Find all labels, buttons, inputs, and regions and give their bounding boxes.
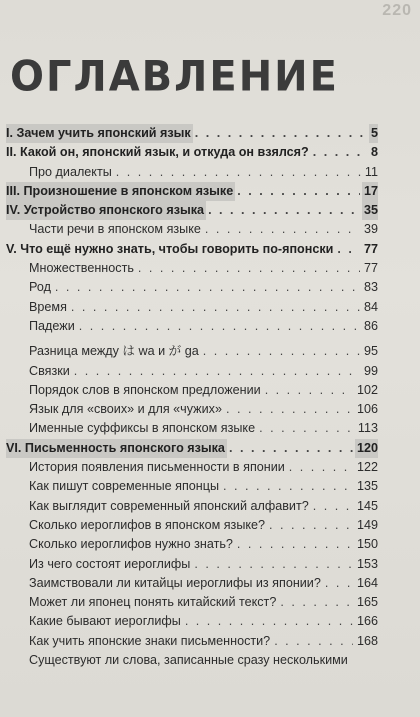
toc-page-number: 145 [356,498,378,513]
dot-leader [237,182,360,201]
dot-leader [325,574,353,593]
toc-entry-title: Язык для «своих» и для «чужих» [29,402,222,417]
toc-section-row [6,555,378,574]
toc-section-row [6,419,378,438]
toc-page-number: 113 [357,421,378,436]
toc-section-row [6,362,378,381]
toc-entry-title: Связки [29,363,70,378]
toc-section-row [6,632,378,651]
toc-section-row [6,220,378,239]
toc-section-row [6,298,378,317]
toc-page-number: 166 [356,614,378,629]
dot-leader [269,516,353,535]
toc-page-number: 84 [363,299,378,314]
toc-entry-title: VI. Письменность японского языка [6,439,227,458]
page-title: ОГЛАВЛЕНИЕ [10,52,339,102]
toc-entry-title: Время [29,299,67,314]
dot-leader [337,240,360,259]
dot-leader [237,535,353,554]
toc-section-row [6,535,378,554]
toc-entry-title: Существуют ли слова, записанные сразу несколькими [29,653,348,668]
toc-page-number: 150 [356,537,378,552]
toc-entry-title: Разница между は wa и が ga [29,344,199,359]
toc-section-row [6,278,378,297]
toc-section-row [6,163,378,182]
dot-leader [265,381,353,400]
toc-section-row [6,477,378,496]
dot-leader [259,419,354,438]
dot-leader [138,259,360,278]
toc-entry-title: Заимствовали ли китайцы иероглифы из японии? [29,575,321,590]
toc-page-number: 95 [363,344,378,359]
dot-leader [74,362,360,381]
toc-entry-title: Как пишут современные японцы [29,479,220,494]
toc-entry-title: Множественность [29,261,134,276]
toc-entry-title: Род [29,280,51,295]
toc-page-number: 149 [356,517,378,532]
toc-page-number: 17 [362,182,378,201]
toc-entry-title: II. Какой он, японский язык, и откуда он взялся? [6,145,309,160]
dot-leader [195,124,367,143]
toc-page-number: 165 [356,595,378,610]
toc-entry-title: Сколько иероглифов в японском языке? [29,517,266,532]
dot-leader [313,143,367,162]
dot-leader [313,497,353,516]
toc-entry-title: Сколько иероглифов нужно знать? [29,537,233,552]
toc-page-number: 168 [356,633,378,648]
toc-page-number: 120 [355,439,378,458]
toc-page-number: 153 [356,556,378,571]
toc-page-number: 11 [364,164,378,179]
toc-section-row [6,381,378,400]
toc-page-number: 5 [369,124,378,143]
toc-entry-title: Как учить японские знаки письменности? [29,633,271,648]
toc-entry-title: Из чего состоят иероглифы [29,556,191,571]
dot-leader [55,278,360,297]
toc-page-number: 77 [363,261,378,276]
toc-entry-title: Падежи [29,318,75,333]
toc-section-row [6,342,378,361]
toc-page-number: 106 [356,402,378,417]
toc-section-row [6,574,378,593]
toc-page-number: 122 [356,460,378,475]
toc-chapter-row [6,182,378,201]
dot-leader [274,632,353,651]
toc-section-row [6,651,378,670]
toc-section-row [6,259,378,278]
toc-page-number: 102 [356,382,378,397]
dot-leader [71,298,360,317]
toc-section-row [6,497,378,516]
page-number: 220 [382,2,412,19]
dot-leader [208,201,360,220]
toc-page-number: 39 [363,222,378,237]
toc-entry-title: История появления письменности в японии [29,460,285,475]
toc-section-row [6,400,378,419]
toc-section-row [6,317,378,336]
toc-entry-title: Именные суффиксы в японском языке [29,421,256,436]
toc-chapter-row [6,124,378,143]
toc-entry-title: I. Зачем учить японский язык [6,124,193,143]
toc-page-number: 8 [370,145,378,160]
toc-chapter-row [6,201,378,220]
toc-page-number: 35 [362,201,378,220]
toc-page-number: 86 [363,318,378,333]
dot-leader [280,593,353,612]
toc-section-row [6,458,378,477]
dot-leader [185,612,353,631]
dot-leader [223,477,353,496]
toc-entry-title: Части речи в японском языке [29,222,201,237]
toc-entry-title: Порядок слов в японском предложении [29,382,261,397]
dot-leader [116,163,361,182]
dot-leader [205,220,360,239]
toc-entry-title: V. Что ещё нужно знать, чтобы говорить по-японски [6,241,334,256]
toc-entry-title: Может ли японец понять китайский текст? [29,595,277,610]
toc-section-row [6,612,378,631]
dot-leader [289,458,353,477]
toc-entry-title: Про диалекты [29,164,112,179]
dot-leader [229,439,353,458]
toc-chapter-row [6,439,378,458]
table-of-contents [6,124,378,670]
dot-leader [79,317,360,336]
toc-page-number: 83 [363,280,378,295]
toc-entry-title: IV. Устройство японского языка [6,201,206,220]
toc-entry-title: Как выглядит современный японский алфавит? [29,498,309,513]
toc-chapter-row [6,143,378,162]
toc-entry-title: III. Произношение в японском языке [6,182,235,201]
toc-chapter-row [6,240,378,259]
dot-leader [203,342,360,361]
toc-page-number: 77 [363,241,378,256]
toc-section-row [6,593,378,612]
dot-leader [194,555,353,574]
toc-page-number: 135 [356,479,378,494]
toc-entry-title: Какие бывают иероглифы [29,614,181,629]
toc-page-number: 99 [363,363,378,378]
toc-page-number: 164 [356,575,378,590]
dot-leader [226,400,353,419]
toc-section-row [6,516,378,535]
